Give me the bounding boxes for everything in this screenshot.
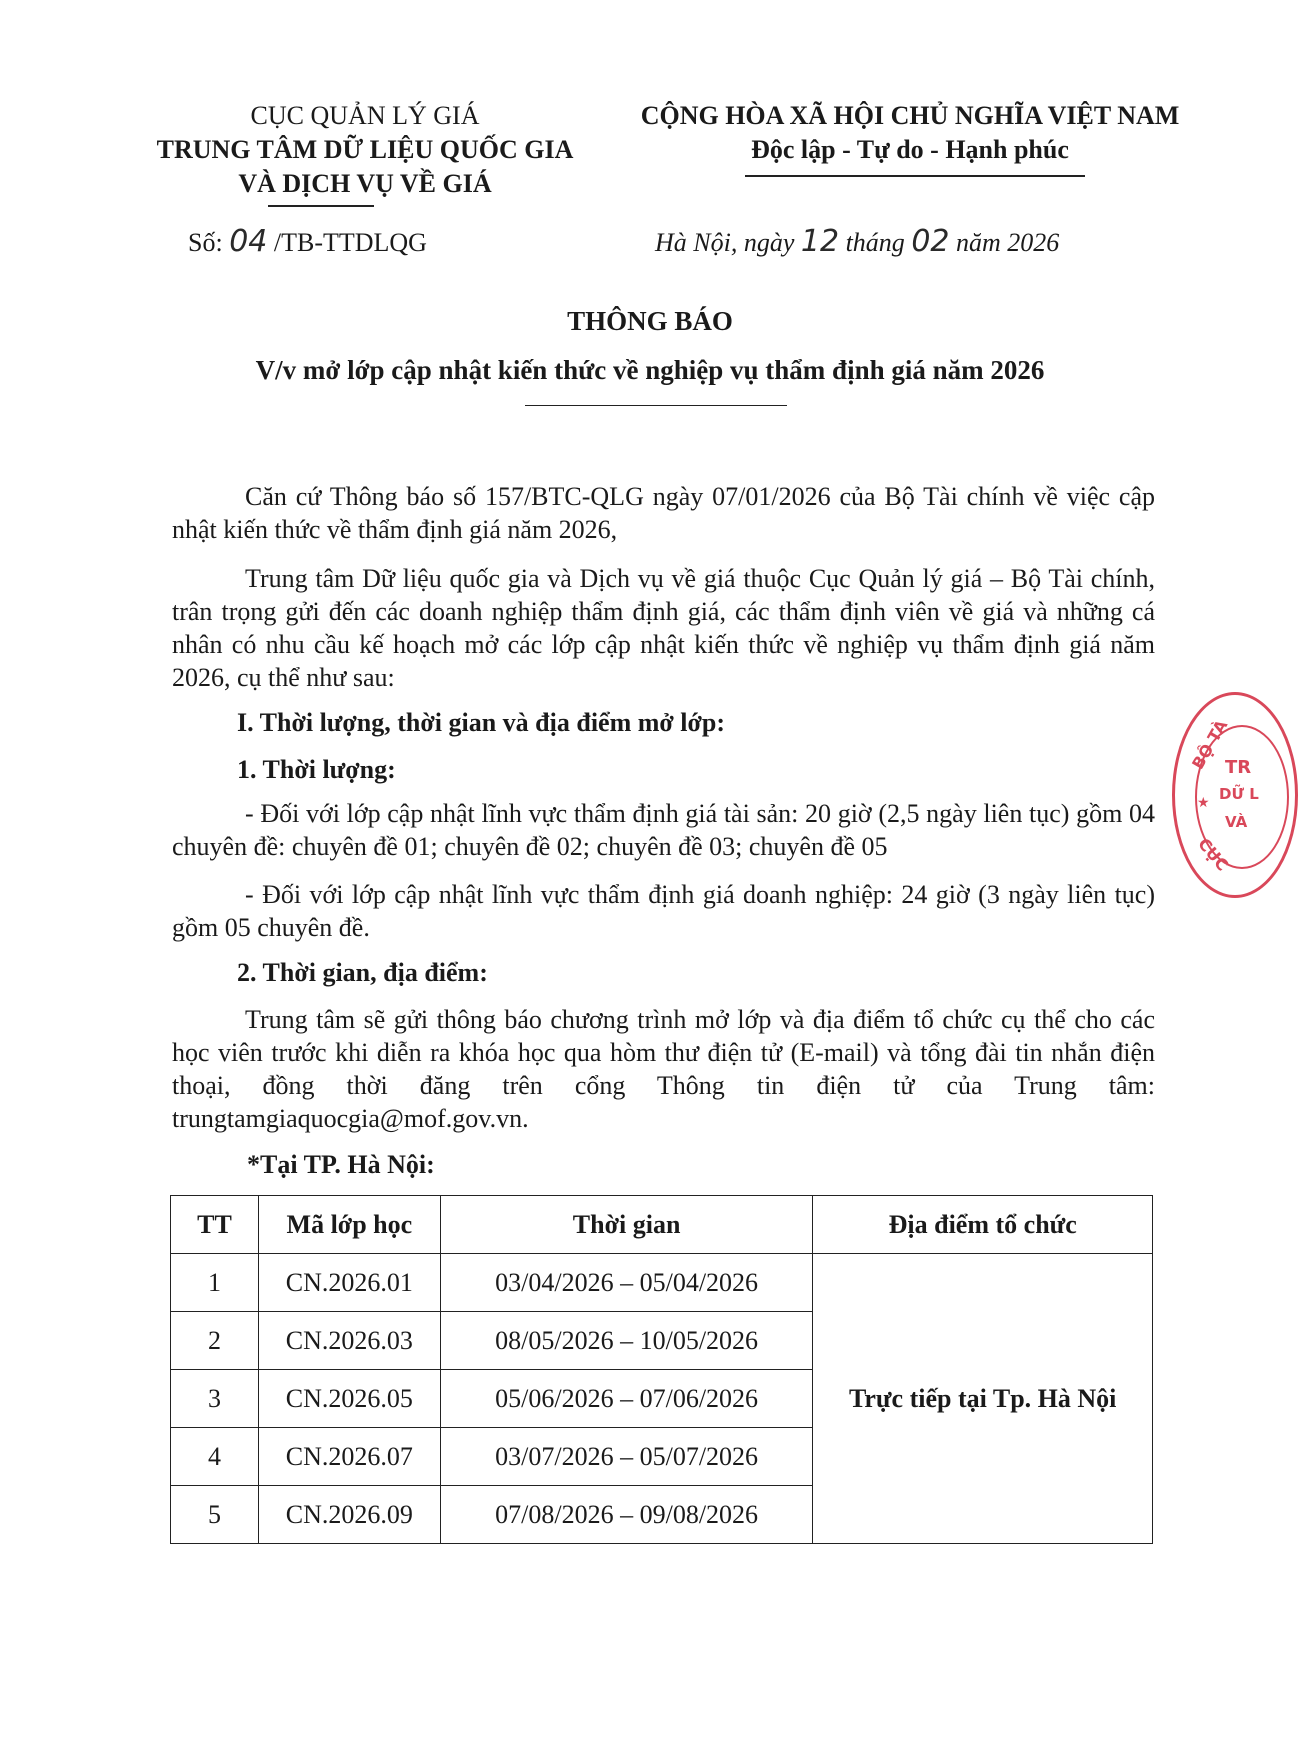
table-header-row	[171, 1196, 1153, 1254]
agency-line-2: TRUNG TÂM DỮ LIỆU QUỐC GIA	[156, 135, 574, 164]
row-time: 03/04/2026 – 05/04/2026	[440, 1254, 813, 1312]
header-class-code: Mã lớp học	[258, 1196, 440, 1254]
nation-line-1: CỘNG HÒA XÃ HỘI CHỦ NGHĨA VIỆT NAM	[640, 101, 1180, 130]
bullet-enterprise-valuation: - Đối với lớp cập nhật lĩnh vực thẩm định giá doanh nghiệp: 24 giờ (3 ngày liên tục) gồm 05 chuyên đề.	[172, 880, 1155, 942]
agency-underline	[268, 205, 374, 207]
seal-text-1: BỘ TÀ	[1188, 716, 1232, 773]
agency-line-3: VÀ DỊCH VỤ VỀ GIÁ	[238, 169, 492, 198]
seal-text-2: TR	[1225, 757, 1252, 778]
doc-number-handwritten: 04	[229, 224, 268, 259]
date-month-handwritten: 02	[911, 224, 950, 259]
document-subject: V/v mở lớp cập nhật kiến thức về nghiệp vụ thẩm định giá năm 2026	[255, 355, 1045, 385]
date-place-day: Hà Nội, ngày	[655, 228, 795, 257]
row-class-code: CN.2026.09	[258, 1486, 440, 1544]
seal-text-3: DỮ L	[1219, 785, 1259, 803]
row-class-code: CN.2026.05	[258, 1370, 440, 1428]
doc-number-prefix: Số:	[188, 228, 223, 257]
nation-header	[590, 99, 1230, 167]
row-time: 05/06/2026 – 07/06/2026	[440, 1370, 813, 1428]
seal-text-5: CỤC	[1194, 834, 1233, 875]
agency-header	[120, 99, 610, 201]
subsection-2-heading: 2. Thời gian, địa điểm:	[237, 958, 488, 987]
header-venue: Địa điểm tổ chức	[813, 1196, 1153, 1254]
official-seal	[1172, 692, 1298, 898]
nation-underline	[745, 175, 1085, 177]
venue-cell: Trực tiếp tại Tp. Hà Nội	[813, 1254, 1153, 1544]
header-tt: TT	[171, 1196, 259, 1254]
paragraph-intro: Trung tâm Dữ liệu quốc gia và Dịch vụ về giá thuộc Cục Quản lý giá – Bộ Tài chính, trân trọng gửi đến các doanh nghiệp thẩm định giá, các thẩm định viên về giá và những cá nhân có nhu cầu kế hoạch mở các lớp cập nhật kiến thức về nghiệp vụ thẩm định giá năm 2026, cụ thể như sau:	[172, 564, 1155, 692]
nation-line-2: Độc lập - Tự do - Hạnh phúc	[751, 135, 1069, 164]
date-year-label: năm 2026	[956, 228, 1060, 257]
document-number	[188, 224, 427, 259]
row-tt: 2	[171, 1312, 259, 1370]
bullet-asset-valuation: - Đối với lớp cập nhật lĩnh vực thẩm định giá tài sản: 20 giờ (2,5 ngày liên tục) gồm 04 chuyên đề: chuyên đề 01; chuyên đề 02; chuyên đề 03; chuyên đề 05	[172, 799, 1155, 861]
schedule-table	[170, 1195, 1153, 1544]
subsection-1-heading: 1. Thời lượng:	[237, 755, 396, 784]
document-title: THÔNG BÁO	[567, 306, 733, 336]
seal-star-icon: ★	[1197, 795, 1210, 811]
location-heading: *Tại TP. Hà Nội:	[247, 1150, 435, 1179]
row-time: 07/08/2026 – 09/08/2026	[440, 1486, 813, 1544]
date-day-handwritten: 12	[800, 224, 840, 259]
subject-underline	[525, 405, 787, 406]
row-class-code: CN.2026.07	[258, 1428, 440, 1486]
row-time: 08/05/2026 – 10/05/2026	[440, 1312, 813, 1370]
table-row	[171, 1254, 1153, 1312]
agency-line-1: CỤC QUẢN LÝ GIÁ	[250, 101, 480, 130]
seal-text-4: VÀ	[1225, 813, 1248, 831]
paragraph-basis: Căn cứ Thông báo số 157/BTC-QLG ngày 07/01/2026 của Bộ Tài chính về việc cập nhật kiến thức về thẩm định giá năm 2026,	[172, 482, 1155, 544]
row-class-code: CN.2026.03	[258, 1312, 440, 1370]
row-time: 03/07/2026 – 05/07/2026	[440, 1428, 813, 1486]
date-line	[655, 224, 1059, 259]
row-tt: 1	[171, 1254, 259, 1312]
row-tt: 3	[171, 1370, 259, 1428]
row-tt: 4	[171, 1428, 259, 1486]
paragraph-schedule-info: Trung tâm sẽ gửi thông báo chương trình mở lớp và địa điểm tổ chức cụ thể cho các học viên trước khi diễn ra khóa học qua hòm thư điện tử (E-mail) và tổng đài tin nhắn điện thoại, đồng thời đăng trên cổng Thông tin điện tử của Trung tâm: trungtamgiaquocgia@mof.gov.vn.	[172, 1005, 1155, 1133]
date-month-label: tháng	[845, 228, 905, 257]
row-tt: 5	[171, 1486, 259, 1544]
section-1-heading: I. Thời lượng, thời gian và địa điểm mở lớp:	[237, 708, 726, 737]
header-time: Thời gian	[440, 1196, 813, 1254]
row-class-code: CN.2026.01	[258, 1254, 440, 1312]
doc-number-suffix: /TB-TTDLQG	[273, 228, 427, 257]
